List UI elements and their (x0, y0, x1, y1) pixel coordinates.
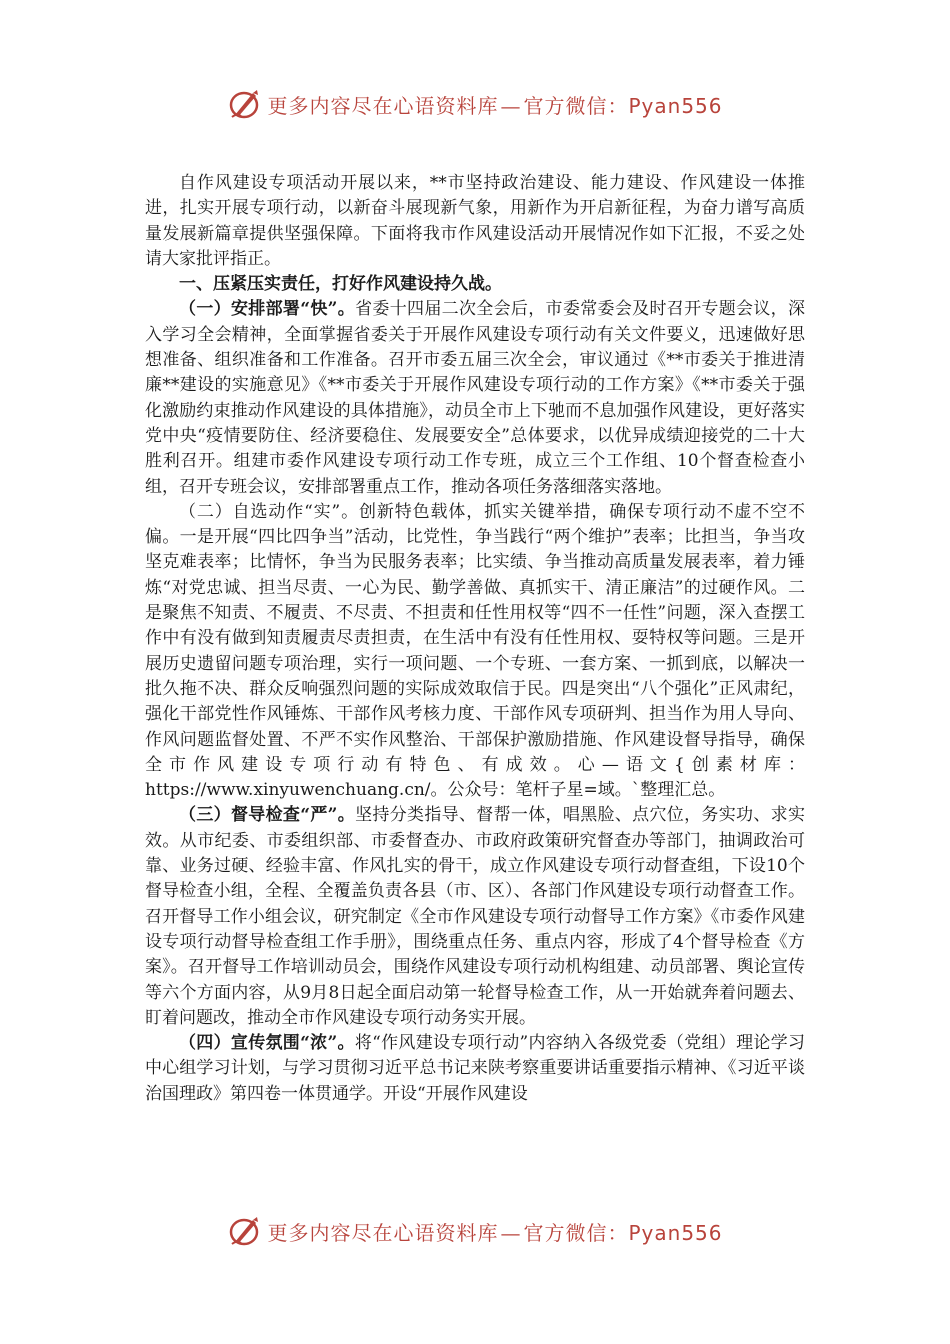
document-body (145, 171, 805, 1107)
paragraph-3-text: 坚持分类指导、督帮一体，唱黑脸、点穴位，务实功、求实效。从市纪委、市委组织部、市委督查办、市政府政策研究督查办等部门，抽调政治可靠、业务过硬、经验丰富、作风扎实的骨干，成立作风建设专项行动督查组，下设10个督导检查小组，全程、全覆盖负责各县（市、区）、各部门作风建设专项行动督查工作。召开督导工作小组会议，研究制定《全市作风建设专项行动督导工作方案》《市委作风建设专项行动督导检查组工作手册》，围绕重点任务、重点内容，形成了4个督导检查《方案》。召开督导工作培训动员会，围绕作风建设专项行动机构组建、动员部署、舆论宣传等六个方面内容，从9月8日起全面启动第一轮督导检查工作，从一开始就奔着问题去、盯着问题改，推动全市作风建设专项行动务实开展。 (145, 805, 806, 1028)
paragraph-1-lead: （一）安排部署“快”。 (179, 299, 356, 320)
paragraph-2-text: 创新特色载体，抓实关键举措，确保专项行动不虚不空不偏。一是开展“四比四争当”活动，比党性，争当践行“两个维护”表率；比担当，争当攻坚克难表率；比情怀，争当为民服务表率；比实绩、争当推动高质量发展表率，着力锤炼“对党忠诚、担当尽责、一心为民、勤学善做、真抓实干、清正廉洁”的过硬作风。二是聚焦不知责、不履责、不尽责、不担责和任性用权等“四不一任性”问题，深入查摆工作中有没有做到知责履责尽责担责，在生活中有没有任性用权、耍特权等问题。三是开展历史遗留问题专项治理，实行一项问题、一个专班、一套方案、一抓到底，以解决一批久拖不决、群众反响强烈问题的实际成效取信于民。四是突出“八个强化”正风肃纪，强化干部党性作风锤炼、干部作风考核力度、干部作风专项研判、担当作为用人导向、作风问题监督处置、不严不实作风整治、干部保护激励措施、作风建设督导指导，确保全市作风建设专项行动有特色、有成效。心—语文{创素材库：https://www.xinyuwenchuang.cn/。公众号：笔杆子星=域。`整理汇总。 (145, 501, 806, 801)
paragraph-1-text: 省委十四届二次全会后，市委常委会及时召开专题会议，深入学习全会精神，全面掌握省委关于开展作风建设专项行动有关文件要义，迅速做好思想准备、组织准备和工作准备。召开市委五届三次全会，审议通过《**市委关于推进清廉**建设的实施意见》《**市委关于开展作风建设专项行动的工作方案》《**市委关于强化激励约束推动作风建设的具体措施》，动员全市上下驰而不息加强作风建设，更好落实党中央“疫情要防住、经济要稳住、发展要安全”总体要求，以优异成绩迎接党的二十大胜利召开。组建市委作风建设专项行动工作专班，成立三个工作组、10个督查检查小组，召开专班会议，安排部署重点工作，推动各项任务落细落实落地。 (145, 299, 806, 497)
paragraph-1 (145, 297, 805, 499)
banner-text (267, 90, 722, 119)
banner-dash: — (500, 1220, 522, 1245)
paragraph-4-lead: （四）宣传氛围“浓”。 (179, 1033, 355, 1054)
paragraph-4 (145, 1031, 805, 1107)
banner-title: 更多内容尽在心语资料库 (267, 93, 499, 118)
paragraph-3-lead: （三）督导检查“严”。 (179, 805, 356, 826)
banner-label: 官方微信： (523, 1220, 629, 1245)
section-heading-1: 一、压紧压实责任，打好作风建设持久战。 (179, 274, 502, 295)
banner-account: Pyan556 (628, 93, 723, 118)
pen-icon (227, 1214, 261, 1248)
paragraph-2-lead: （二）自选动作“实”。 (179, 501, 360, 522)
pen-icon (227, 87, 261, 121)
banner-account: Pyan556 (628, 1220, 723, 1245)
header-banner (0, 84, 950, 124)
paragraph-2 (145, 500, 805, 804)
banner-dash: — (500, 93, 522, 118)
banner-text (267, 1217, 722, 1246)
paragraph-4-text: 将“作风建设专项行动”内容纳入各级党委（党组）理论学习中心组学习计划，与学习贯彻习近平总书记来陕考察重要讲话重要指示精神、《习近平谈治国理政》第四卷一体贯通学。开设“开展作风建设 (145, 1033, 805, 1104)
banner-label: 官方微信： (523, 93, 629, 118)
footer-banner (0, 1211, 950, 1251)
intro-paragraph: 自作风建设专项活动开展以来，**市坚持政治建设、能力建设、作风建设一体推进，扎实开展专项行动，以新奋斗展现新气象，用新作为开启新征程，为奋力谱写高质量发展新篇章提供坚强保障。下面将我市作风建设活动开展情况作如下汇报，不妥之处请大家批评指正。 (145, 173, 805, 269)
banner-title: 更多内容尽在心语资料库 (267, 1220, 499, 1245)
paragraph-3 (145, 803, 805, 1031)
